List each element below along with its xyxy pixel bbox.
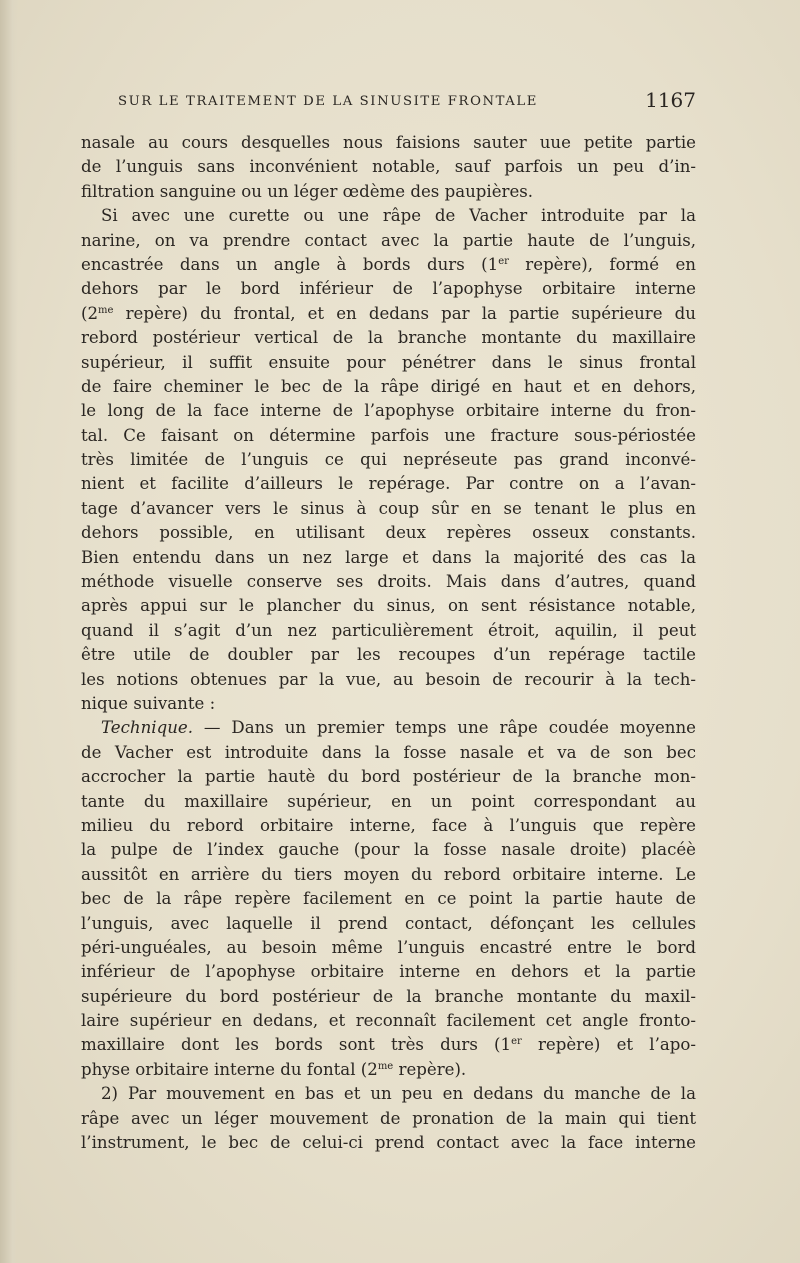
text-line: de Vacher est introduite dans la fosse nasale et va de son bec [81,742,696,762]
text-line: filtration sanguine ou un léger œdème des paupières. [81,181,534,201]
text-line: Si avec une curette ou une râpe de Vacher introduite par la [101,206,696,226]
text-line: aussitôt en arrière du tiers moyen du rebord orbitaire interne. Le [81,864,696,884]
text-line: être utile de doubler par les recoupes d’un repérage tactile [81,645,696,665]
text-line: après appui sur le plancher du sinus, on sent résistance notable, [81,596,696,616]
text-line: encastrée dans un angle à bords durs (1er repère), formé en [81,254,696,274]
text-line: dehors par le bord inférieur de l’apophyse orbitaire interne [81,279,696,299]
text-line: supérieur, il suffit ensuite pour pénétrer dans le sinus frontal [81,352,696,372]
text-line: méthode visuelle conserve ses droits. Mais dans d’autres, quand [81,572,696,592]
text-line: nasale au cours desquelles nous faisions sauter uue petite partie [81,133,696,152]
text-line: rebord postérieur vertical de la branche montante du maxillaire [81,328,696,348]
text-line: milieu du rebord orbitaire interne, face à l’unguis que repère [81,815,696,835]
text-line: ($2^{me}$ repère) du frontal, et en dedans par la partie supérieure du [81,303,696,323]
text-line: laire supérieur en dedans, et reconnaît facilement cet angle fronto- [81,1011,696,1031]
text-line: tante du maxillaire supérieur, en un point correspondant au [81,791,696,811]
text-line: 2) Par mouvement en bas et un peu en dedans du manche de la [101,1084,696,1104]
text-line: péri-unguéales, au besoin même l’unguis encastré entre le bord [81,937,696,957]
text-line: l’unguis, avec laquelle il prend contact, défonçant les cellules [81,913,696,933]
text-line: inférieur de l’apophyse orbitaire interne en dehors et la partie [81,962,696,982]
text-line: Bien entendu dans un nez large et dans la majorité des cas la [81,547,696,567]
text-line: Technique. — Dans un premier temps une râpe coudée moyenne [101,718,696,738]
section-heading-technique: Technique. [101,718,193,738]
text-line: supérieure du bord postérieur de la branche montante du maxil- [81,986,696,1006]
text-line: tal. Ce faisant on détermine parfois une fracture sous-périostée [81,425,696,445]
text-line: quand il s’agit d’un nez particulièrement étroit, aquilin, il peut [81,620,696,640]
text-line: accrocher la partie hautè du bord postérieur de la branche mon- [81,767,696,787]
page-binding-edge [0,0,18,1263]
text-line: physe orbitaire interne du fontal ($2^{me}$ repère). [81,1059,467,1079]
running-head: SUR LE TRAITEMENT DE LA SINUSITE FRONTALE [118,94,539,109]
text-line: tage d’avancer vers le sinus à coup sûr en se tenant le plus en [81,498,696,518]
page-number: 1167 [645,88,696,112]
text-line: dehors possible, en utilisant deux repères osseux constants. [81,523,696,543]
text-line: les notions obtenues par la vue, au besoin de recourir à la tech- [81,669,696,689]
text-line: narine, on va prendre contact avec la partie haute de l’unguis, [81,230,696,250]
text-line: très limitée de l’unguis ce qui nepréseute pas grand inconvé- [81,450,696,470]
page-header [118,90,696,118]
text-line: maxillaire dont les bords sont très durs (1er repère) et l’apo- [81,1035,696,1055]
text-line: de faire cheminer le bec de la râpe dirigé en haut et en dehors, [81,376,696,396]
body-text [81,131,696,1155]
text-line: nient et facilite d’ailleurs le repérage. Par contre on a l’avan- [81,474,696,494]
text-line: de l’unguis sans inconvénient notable, sauf parfois un peu d’in- [81,157,696,177]
text-line: nique suivante : [81,693,216,713]
text-line: l’instrument, le bec de celui-ci prend contact avec la face interne [81,1133,696,1153]
text-line: le long de la face interne de l’apophyse orbitaire interne du fron- [81,401,696,421]
text-line: râpe avec un léger mouvement de pronation de la main qui tient [81,1108,696,1128]
text-line: bec de la râpe repère facilement en ce point la partie haute de [81,889,696,909]
text-line: la pulpe de l’index gauche (pour la fosse nasale droite) placéè [81,840,696,860]
